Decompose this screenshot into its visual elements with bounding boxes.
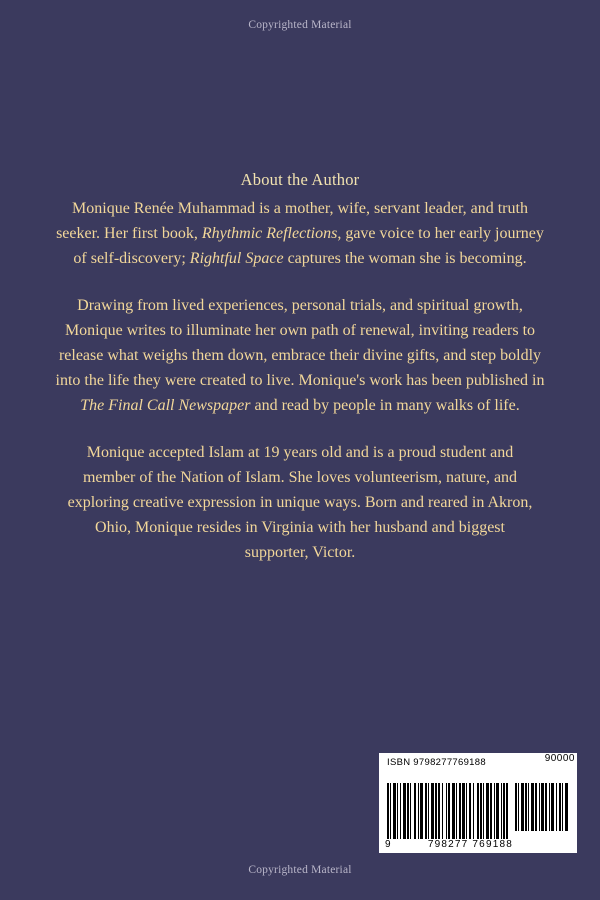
ean13-barcode-bars: [387, 783, 509, 839]
bio-p1-part1: Monique Renée Muhammad is a mother, wife, servant leader, and truth seeker. Her first book,: [56, 200, 528, 242]
bio-p2-part1: Drawing from lived experiences, personal trials, and spiritual growth, Monique writes to illuminate her own path of renewal, inviting readers to release what weighs them down, embrace their divine gifts, and step boldly into the life they were created to live. Monique's work has been published in: [55, 297, 545, 389]
bio-p2-part2: and read by people in many walks of life.: [250, 397, 520, 414]
about-the-author-section: [42, 170, 558, 587]
isbn-digit-prefix: 9: [385, 839, 392, 850]
bio-p1-part3: captures the woman she is becoming.: [283, 250, 527, 267]
bio-p1-italic-book-title-1: Rhythmic Reflections: [201, 225, 338, 242]
isbn-digit-body: 798277 769188: [427, 839, 513, 850]
price-code-label: 90000: [544, 753, 575, 764]
copyright-watermark-bottom: Copyrighted Material: [248, 864, 352, 876]
bio-p1-part2: , gave voice to her early journey of self-discovery;: [73, 225, 544, 267]
bio-p2-italic-publication: The Final Call Newspaper: [80, 397, 251, 414]
author-bio-paragraph-2: [42, 293, 558, 418]
barcode-block: [379, 753, 577, 853]
copyright-watermark-top: Copyrighted Material: [248, 19, 352, 31]
author-bio-paragraph-1: [42, 196, 558, 271]
bio-p1-italic-book-title-2: Rightful Space: [189, 250, 284, 267]
price-addon-barcode-bars: [515, 783, 573, 831]
isbn-digits: [385, 839, 513, 850]
page-title: About the Author: [240, 170, 360, 189]
author-bio-paragraph-3: Monique accepted Islam at 19 years old and is a proud student and member of the Nation of Islam. She loves volunteerism, nature, and exploring creative expression in unique ways. Born and reared in Akron, Ohio, Monique resides in Virginia with her husband and biggest supporter, Victor.: [67, 444, 533, 561]
isbn-label: ISBN 9798277769188: [387, 757, 486, 768]
